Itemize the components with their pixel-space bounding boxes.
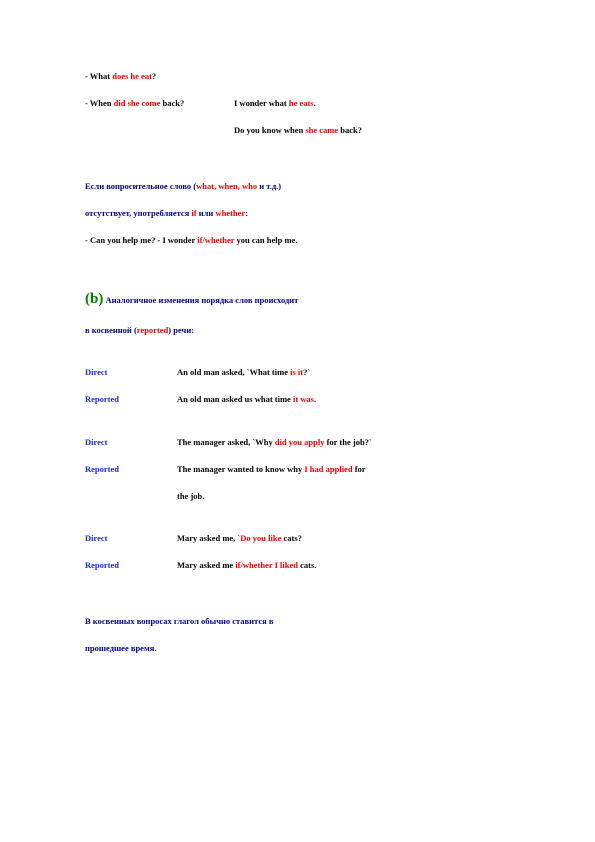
section-marker: (b) [85,291,104,307]
text-segment: ? [151,71,157,81]
text-segment: back? [338,125,362,135]
highlight-segment: if/whether I liked [235,560,298,570]
highlight-segment: did you apply [274,437,325,447]
text-segment: ?` [303,367,311,377]
example-label: Reported [85,560,119,570]
text-segment: - What [85,71,113,81]
text-segment: или [196,208,216,218]
example-can-you-help [85,235,297,246]
highlight-segment: what, when, who [196,181,258,191]
highlight-segment: he eats [288,98,314,108]
text-segment: The manager asked, `Why [177,437,275,447]
text-segment: you can help me. [234,235,298,245]
text-segment: в косвенной ( [85,325,137,335]
highlight-segment: if/whether [197,235,235,245]
example-do-you-know [234,125,362,136]
example-when-question [85,98,184,109]
text-segment: - When [85,98,114,108]
highlight-segment: does he eat [112,71,152,81]
example-label: Reported [85,464,119,474]
highlight-segment: whether [215,208,246,218]
text-segment: An old man asked us what time [177,394,293,404]
example-label: Direct [85,367,108,377]
text-segment: the job. [177,491,205,501]
footer-rule-line-2: прошедшее время. [85,643,157,653]
text-segment: cats? [281,533,302,543]
example-sentence [177,560,316,571]
example-sentence [177,367,310,378]
text-segment: - Can you help me? - I wonder [85,235,198,245]
text-segment: Аналогичное изменения порядка слов происходит [105,295,299,305]
example-sentence [177,437,372,448]
highlight-segment: is it [290,367,304,377]
example-sentence [177,394,316,405]
example-sentence [177,533,302,544]
text-segment: cats. [297,560,317,570]
text-segment: I wonder what [234,98,289,108]
example-label: Direct [85,437,108,447]
highlight-segment: did she come [113,98,161,108]
text-segment: Do you know when [234,125,306,135]
text-segment: . [313,394,317,404]
text-segment: . [313,98,316,108]
example-label: Reported [85,394,119,404]
rule-line-2 [85,208,248,219]
example-i-wonder [234,98,316,109]
text-segment: Mary asked me, ` [177,533,241,543]
text-segment: Если вопросительное слово ( [85,181,197,191]
text-segment: for [352,464,366,474]
example-sentence [177,464,366,475]
section-b-line-2 [85,325,194,336]
example-label: Direct [85,533,108,543]
text-segment: отсутствует, употребляется [85,208,192,218]
footer-rule-line-1: В косвенных вопросах глагол обычно ставится в [85,616,274,626]
highlight-segment: Do you like [240,533,282,543]
text-segment: ) речи: [168,325,195,335]
highlight-segment: she came [305,125,339,135]
text-segment: : [245,208,249,218]
example-what-question [85,71,156,82]
text-segment: for the job?` [324,437,372,447]
highlight-segment: reported [136,325,169,335]
rule-line-1 [85,181,281,192]
text-segment: An old man asked, `What time [177,367,291,377]
text-segment: back? [160,98,185,108]
highlight-segment: I had applied [304,464,353,474]
section-b-heading [85,291,298,308]
highlight-segment: if [191,208,197,218]
text-segment: The manager wanted to know why [177,464,305,474]
text-segment: и т.д.) [257,181,282,191]
example-sentence-continuation [177,491,204,502]
highlight-segment: it was [292,394,314,404]
text-segment: Mary asked me [177,560,236,570]
